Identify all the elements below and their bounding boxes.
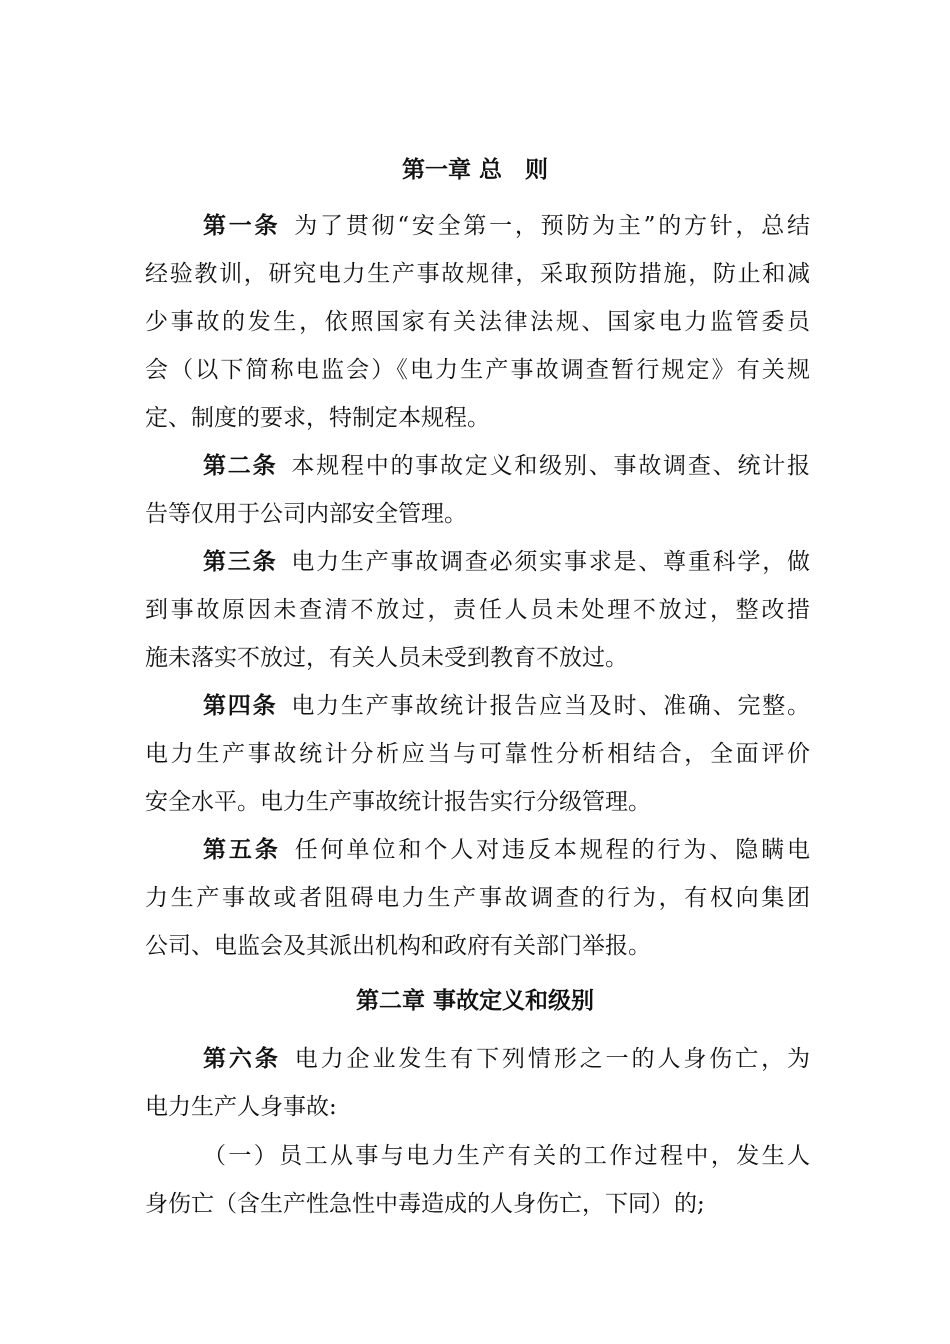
article-6-line-2: 电力生产人身事故: bbox=[145, 1094, 337, 1120]
article-3-line-3: 施未落实不放过，有关人员未受到教育不放过。 bbox=[145, 645, 628, 671]
article-1-line-4: 会（以下简称电监会）《电力生产事故调查暂行规定》有关规 bbox=[145, 357, 810, 383]
chapter-2-title: 第二章 事故定义和级别 bbox=[355, 988, 594, 1014]
article-4-text-1: 电力生产事故统计报告应当及时、准确、完整。 bbox=[291, 693, 811, 719]
article-6-line-1 bbox=[203, 1043, 810, 1075]
article-4-label: 第四条 bbox=[203, 693, 278, 719]
article-1-line-5: 定、制度的要求，特制定本规程。 bbox=[145, 405, 490, 431]
article-3-text-1: 电力生产事故调查必须实事求是、尊重科学，做 bbox=[291, 549, 811, 575]
article-1-label: 第一条 bbox=[203, 213, 281, 239]
article-2-text-1: 本规程中的事故定义和级别、事故调查、统计报 bbox=[291, 453, 811, 479]
article-5-text-1: 任何单位和个人对违反本规程的行为、隐瞒电 bbox=[294, 837, 811, 863]
article-6-text-1: 电力企业发生有下列情形之一的人身伤亡，为 bbox=[294, 1046, 811, 1072]
article-2-line-1 bbox=[203, 450, 810, 482]
article-4-line-3: 安全水平。电力生产事故统计报告实行分级管理。 bbox=[145, 789, 651, 815]
article-1-text-1: 为了贯彻“安全第一，预防为主”的方针，总结 bbox=[294, 213, 810, 239]
chapter-1-title: 第一章 总 则 bbox=[401, 157, 548, 183]
article-1-line-1 bbox=[203, 210, 810, 242]
article-3-label: 第三条 bbox=[203, 549, 278, 575]
article-3-line-1 bbox=[203, 546, 810, 578]
article-2-line-2: 告等仅用于公司内部安全管理。 bbox=[145, 501, 467, 527]
article-1-line-2: 经验教训，研究电力生产事故规律，采取预防措施，防止和减 bbox=[145, 261, 810, 287]
item-1-line-2: 身伤亡（含生产性急性中毒造成的人身伤亡，下同）的; bbox=[145, 1191, 705, 1217]
article-5-label: 第五条 bbox=[203, 837, 281, 863]
article-5-line-3: 公司、电监会及其派出机构和政府有关部门举报。 bbox=[145, 933, 651, 959]
article-5-line-2: 力生产事故或者阻碍电力生产事故调查的行为，有权向集团 bbox=[145, 885, 810, 911]
article-3-line-2: 到事故原因未查清不放过，责任人员未处理不放过，整改措 bbox=[145, 597, 810, 623]
article-4-line-1 bbox=[203, 690, 810, 722]
article-5-line-1 bbox=[203, 834, 810, 866]
article-1-line-3: 少事故的发生，依照国家有关法律法规、国家电力监管委员 bbox=[145, 309, 810, 335]
article-6-label: 第六条 bbox=[203, 1046, 281, 1072]
article-4-line-2: 电力生产事故统计分析应当与可靠性分析相结合，全面评价 bbox=[145, 741, 810, 767]
article-2-label: 第二条 bbox=[203, 453, 278, 479]
item-1-line-1: （一）员工从事与电力生产有关的工作过程中，发生人 bbox=[203, 1143, 810, 1169]
